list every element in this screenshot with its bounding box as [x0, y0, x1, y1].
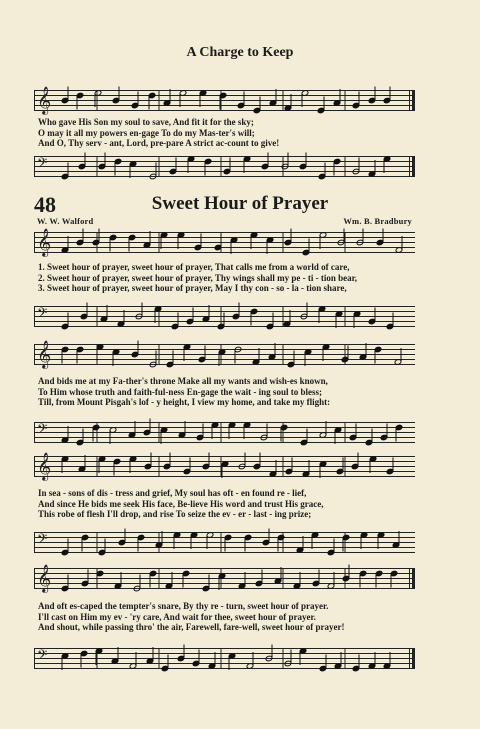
treble-clef-icon: 𝄞 — [37, 452, 52, 480]
treble-clef-icon: 𝄞 — [37, 340, 52, 368]
bass-clef-icon: 𝄢 — [37, 421, 48, 440]
treble-staff — [34, 452, 415, 480]
lyric-line: To Him whose truth and faith-ful-ness En-gage the wait - ing soul to bless; — [38, 386, 322, 397]
bass-staff — [34, 532, 415, 553]
verse-lyrics — [38, 376, 414, 408]
bass-staff — [34, 156, 415, 177]
treble-clef-icon: 𝄞 — [37, 564, 52, 592]
notation-marks — [35, 228, 415, 256]
bass-staff — [34, 422, 415, 443]
notation-marks — [35, 532, 415, 553]
verse-lyrics — [38, 601, 414, 633]
lyric-line: O may it all my powers en-gage To do my Mas-ter's will; — [38, 127, 255, 138]
notation-marks — [35, 564, 415, 592]
hymn-title: Sweet Hour of Prayer — [151, 193, 329, 214]
notation-marks — [35, 340, 415, 368]
lyric-line: And since He bids me seek His face, Be-lieve His word and trust His grace, — [38, 498, 324, 509]
lyric-line: And oft es-caped the tempter's snare, By thy re - turn, sweet hour of prayer. — [38, 601, 329, 611]
lyric-line: In sea - sons of dis - tress and grief, My soul has oft - en found re - lief, — [38, 488, 307, 498]
bass-clef-icon: 𝄢 — [37, 531, 48, 550]
notation-marks — [35, 452, 415, 480]
treble-staff — [34, 564, 415, 592]
verse-lyrics — [38, 488, 414, 520]
treble-clef-icon: 𝄞 — [37, 86, 52, 114]
lyric-line: Till, from Mount Pisgah's lof - y height, I view my home, and take my flight: — [38, 397, 331, 407]
lyric-line: 3. Sweet hour of prayer, sweet hour of prayer, May I thy con - so - la - tion share, — [38, 283, 347, 293]
lyric-line: And shout, while passing thro' the air, Farewell, fare-well, sweet hour of prayer! — [38, 622, 345, 632]
bass-staff — [34, 306, 415, 327]
treble-staff — [34, 86, 415, 114]
lyric-line: I'll cast on Him my ev - 'ry care, And wait for thee, sweet hour of prayer. — [38, 611, 316, 622]
notation-marks — [35, 156, 415, 177]
previous-hymn-title: A Charge to Keep — [186, 45, 294, 60]
bass-clef-icon: 𝄢 — [37, 305, 48, 324]
lyric-line: 2. Sweet hour of prayer, sweet hour of prayer, Thy wings shall my pe - ti - tion bear, — [38, 272, 358, 283]
bass-staff — [34, 648, 415, 669]
words-credit: W. W. Walford — [37, 216, 94, 226]
treble-clef-icon: 𝄞 — [37, 228, 52, 256]
bass-clef-icon: 𝄢 — [37, 647, 48, 666]
notation-marks — [35, 422, 415, 443]
lyric-line: 1. Sweet hour of prayer, sweet hour of prayer, That calls me from a world of care, — [38, 262, 350, 272]
notation-marks — [35, 648, 415, 669]
notation-marks — [35, 306, 415, 327]
music-credit: Wm. B. Bradbury — [343, 216, 412, 226]
lyric-line: This robe of flesh I'll drop, and rise To seize the ev - er - last - ing prize; — [38, 509, 312, 519]
treble-staff — [34, 228, 415, 256]
hymn-number: 48 — [34, 192, 56, 217]
verse-lyrics — [38, 262, 414, 294]
lyric-line: And O, Thy serv - ant, Lord, pre-pare A strict ac-count to give! — [38, 138, 280, 148]
lyric-line: Who gave His Son my soul to save, And fit it for the sky; — [38, 117, 254, 127]
previous-hymn-lyrics — [38, 117, 414, 149]
notation-marks — [35, 86, 415, 114]
lyric-line: And bids me at my Fa-ther's throne Make all my wants and wish-es known, — [38, 376, 328, 386]
treble-staff — [34, 340, 415, 368]
bass-clef-icon: 𝄢 — [37, 155, 48, 174]
